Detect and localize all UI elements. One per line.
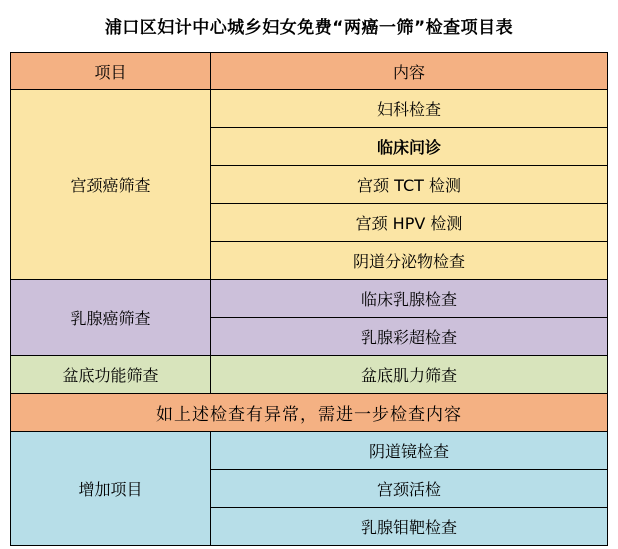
item-gynecological-exam: 妇科检查 xyxy=(211,90,608,128)
group-cervical-cancer: 宫颈癌筛查 xyxy=(11,90,211,280)
item-cervical-biopsy: 宫颈活检 xyxy=(211,470,608,508)
item-breast-ultrasound: 乳腺彩超检查 xyxy=(211,318,608,356)
table-row xyxy=(11,280,608,318)
group-pelvic-floor: 盆底功能筛查 xyxy=(11,356,211,394)
table-row xyxy=(11,432,608,470)
page-title: 浦口区妇计中心城乡妇女免费“两癌一筛”检查项目表 xyxy=(104,18,514,38)
item-hpv-test: 宫颈 HPV 检测 xyxy=(211,204,608,242)
item-colposcopy: 阴道镜检查 xyxy=(211,432,608,470)
table-row xyxy=(11,90,608,128)
header-project: 项目 xyxy=(11,53,211,90)
followup-banner: 如上述检查有异常，需进一步检查内容 xyxy=(11,394,608,432)
item-mammography: 乳腺钼靶检查 xyxy=(211,508,608,546)
item-vaginal-secretion-test: 阴道分泌物检查 xyxy=(211,242,608,280)
group-breast-cancer: 乳腺癌筛查 xyxy=(11,280,211,356)
item-pelvic-floor-muscle: 盆底肌力筛查 xyxy=(211,356,608,394)
screening-items-table xyxy=(10,52,608,546)
header-content: 内容 xyxy=(211,53,608,90)
table-row xyxy=(11,356,608,394)
table-header-row xyxy=(11,53,608,90)
table-banner-row xyxy=(11,394,608,432)
item-tct-test: 宫颈 TCT 检测 xyxy=(211,166,608,204)
item-clinical-consultation: 临床问诊 xyxy=(211,128,608,166)
item-clinical-breast-exam: 临床乳腺检查 xyxy=(211,280,608,318)
group-additional: 增加项目 xyxy=(11,432,211,546)
